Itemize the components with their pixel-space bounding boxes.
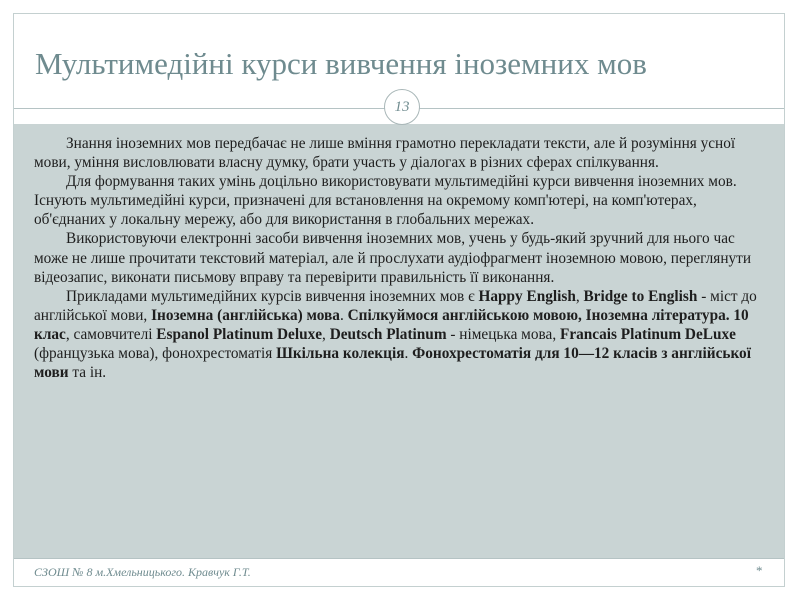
footer-author: СЗОШ № 8 м.Хмельницького. Кравчук Г.Т. — [34, 565, 251, 579]
course-name: Фонохрестоматія для 10—12 класів з англійської мови — [34, 345, 751, 382]
text-run: (французька мова), фонохрестоматія — [34, 345, 277, 363]
text-run: Прикладами мультимедійних курсів вивчення іноземних мов є — [66, 287, 479, 305]
text-run: та ін. — [68, 364, 107, 382]
body-paragraph — [34, 172, 759, 229]
text-run: - міст до англійської мови, — [34, 287, 757, 324]
course-name: Шкільна колекція — [276, 345, 405, 363]
body-text — [34, 134, 759, 382]
body-paragraph — [34, 134, 759, 172]
body-paragraph — [34, 229, 759, 286]
course-name: Francais Platinum DeLuxe — [559, 325, 736, 343]
course-name: Happy English — [478, 287, 576, 305]
course-name: Espanol Platinum Deluxe — [156, 325, 323, 343]
text-run: , — [322, 325, 330, 343]
text-run: , самовчителі — [65, 325, 157, 343]
slide-title: Мультимедійні курси вивчення іноземних мов — [35, 46, 647, 81]
text-run: Знання іноземних мов передбачає не лише вміння грамотно перекладати тексти, але й розуміння усної мови, уміння висловлювати власну думку, брати участь у діалогах в різних сферах спілкування. — [34, 135, 736, 172]
page-number-badge: 13 — [384, 89, 420, 125]
text-run: . — [404, 345, 413, 363]
text-run: , — [575, 287, 584, 305]
text-run: Використовуючи електронні засоби вивчення іноземних мов, учень у будь-який зручний для нього час може не лише прочитати текстовий матеріал, але й прослухати аудіофрагмент іноземною мовою, переглянути відеозапис, виконати письмову вправу та перевірити правильність її виконання. — [34, 230, 752, 286]
text-run: - німецька мова, — [446, 325, 560, 343]
course-name: Спілкуймося англійською мовою, Іноземна література. 10 клас — [34, 306, 749, 343]
footer-divider — [14, 558, 784, 559]
course-name: Bridge to English — [583, 287, 698, 305]
body-paragraph — [34, 287, 759, 382]
footer-marker: * — [756, 563, 763, 578]
text-run: Для формування таких умінь доцільно використовувати мультимедійні курси вивчення іноземних мов. Існують мультимедійні курси, призначені для встановлення на окремому комп'ютері, на комп'ютерах, об'єднаних у локальну мережу, або для використання в глобальних мережах. — [34, 173, 737, 229]
course-name: Іноземна (англійська) мова — [151, 306, 340, 324]
text-run: . — [339, 306, 348, 324]
course-name: Deutsch Platinum — [329, 325, 447, 343]
